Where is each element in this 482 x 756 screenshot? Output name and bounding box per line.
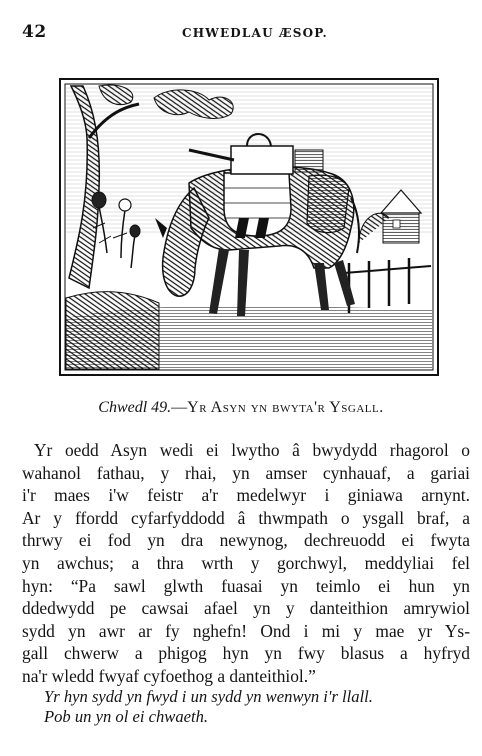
text-line: ddedwydd pe cawsai afael yn y danteithion amrywiol — [22, 598, 470, 619]
fable-title: Yr Asyn yn bwyta'r Ysgall. — [187, 399, 384, 416]
text-line: sydd yn awr ar fy nghefn! Ond i mi y mae yr Ys- — [22, 620, 470, 641]
page-header — [22, 22, 452, 46]
moral-line: Yr hyn sydd yn fwyd i un sydd yn wenwyn i'r llall. — [44, 687, 373, 706]
running-title: CHWEDLAU ÆSOP. — [182, 26, 328, 40]
text-line: na'r wledd fwyaf cyfoethog a danteithiol.” — [22, 665, 316, 686]
text-line: wahanol fathau, y rhai, yn amser cynhauaf, a gariai — [22, 462, 470, 483]
moral-line: Pob un yn ol ei chwaeth. — [44, 707, 209, 726]
fable-moral — [44, 687, 464, 727]
text-line: yn awchus; a thra wrth y gorchwyl, meddyliai fel — [22, 552, 470, 573]
fable-caption — [0, 399, 482, 417]
engraving-image — [59, 78, 439, 376]
text-line: Ar y ffordd cyfarfyddodd â thwmpath o ysgall braf, a — [22, 507, 470, 528]
text-line: gall chwerw a phigog hyn yn fwy blasus a hyfryd — [22, 643, 470, 664]
fable-text — [22, 439, 470, 688]
fable-illustration — [59, 78, 439, 376]
caption-dash: — — [171, 399, 188, 416]
text-line: Yr oedd Asyn wedi ei lwytho â bwydydd rhagorol o — [34, 440, 470, 460]
text-line: hyn: “Pa sawl glwth fuasai yn teimlo ei hun yn — [22, 575, 470, 596]
text-line: thrwy ei fod yn dra newynog, dechreuodd ei fwyta — [22, 530, 470, 551]
grass-bush — [66, 292, 159, 369]
text-line: i'r maes i'w feistr a'r medelwyr i giniawa arnynt. — [22, 485, 470, 506]
page-number: 42 — [22, 22, 47, 42]
fable-number: Chwedl 49. — [98, 399, 172, 416]
